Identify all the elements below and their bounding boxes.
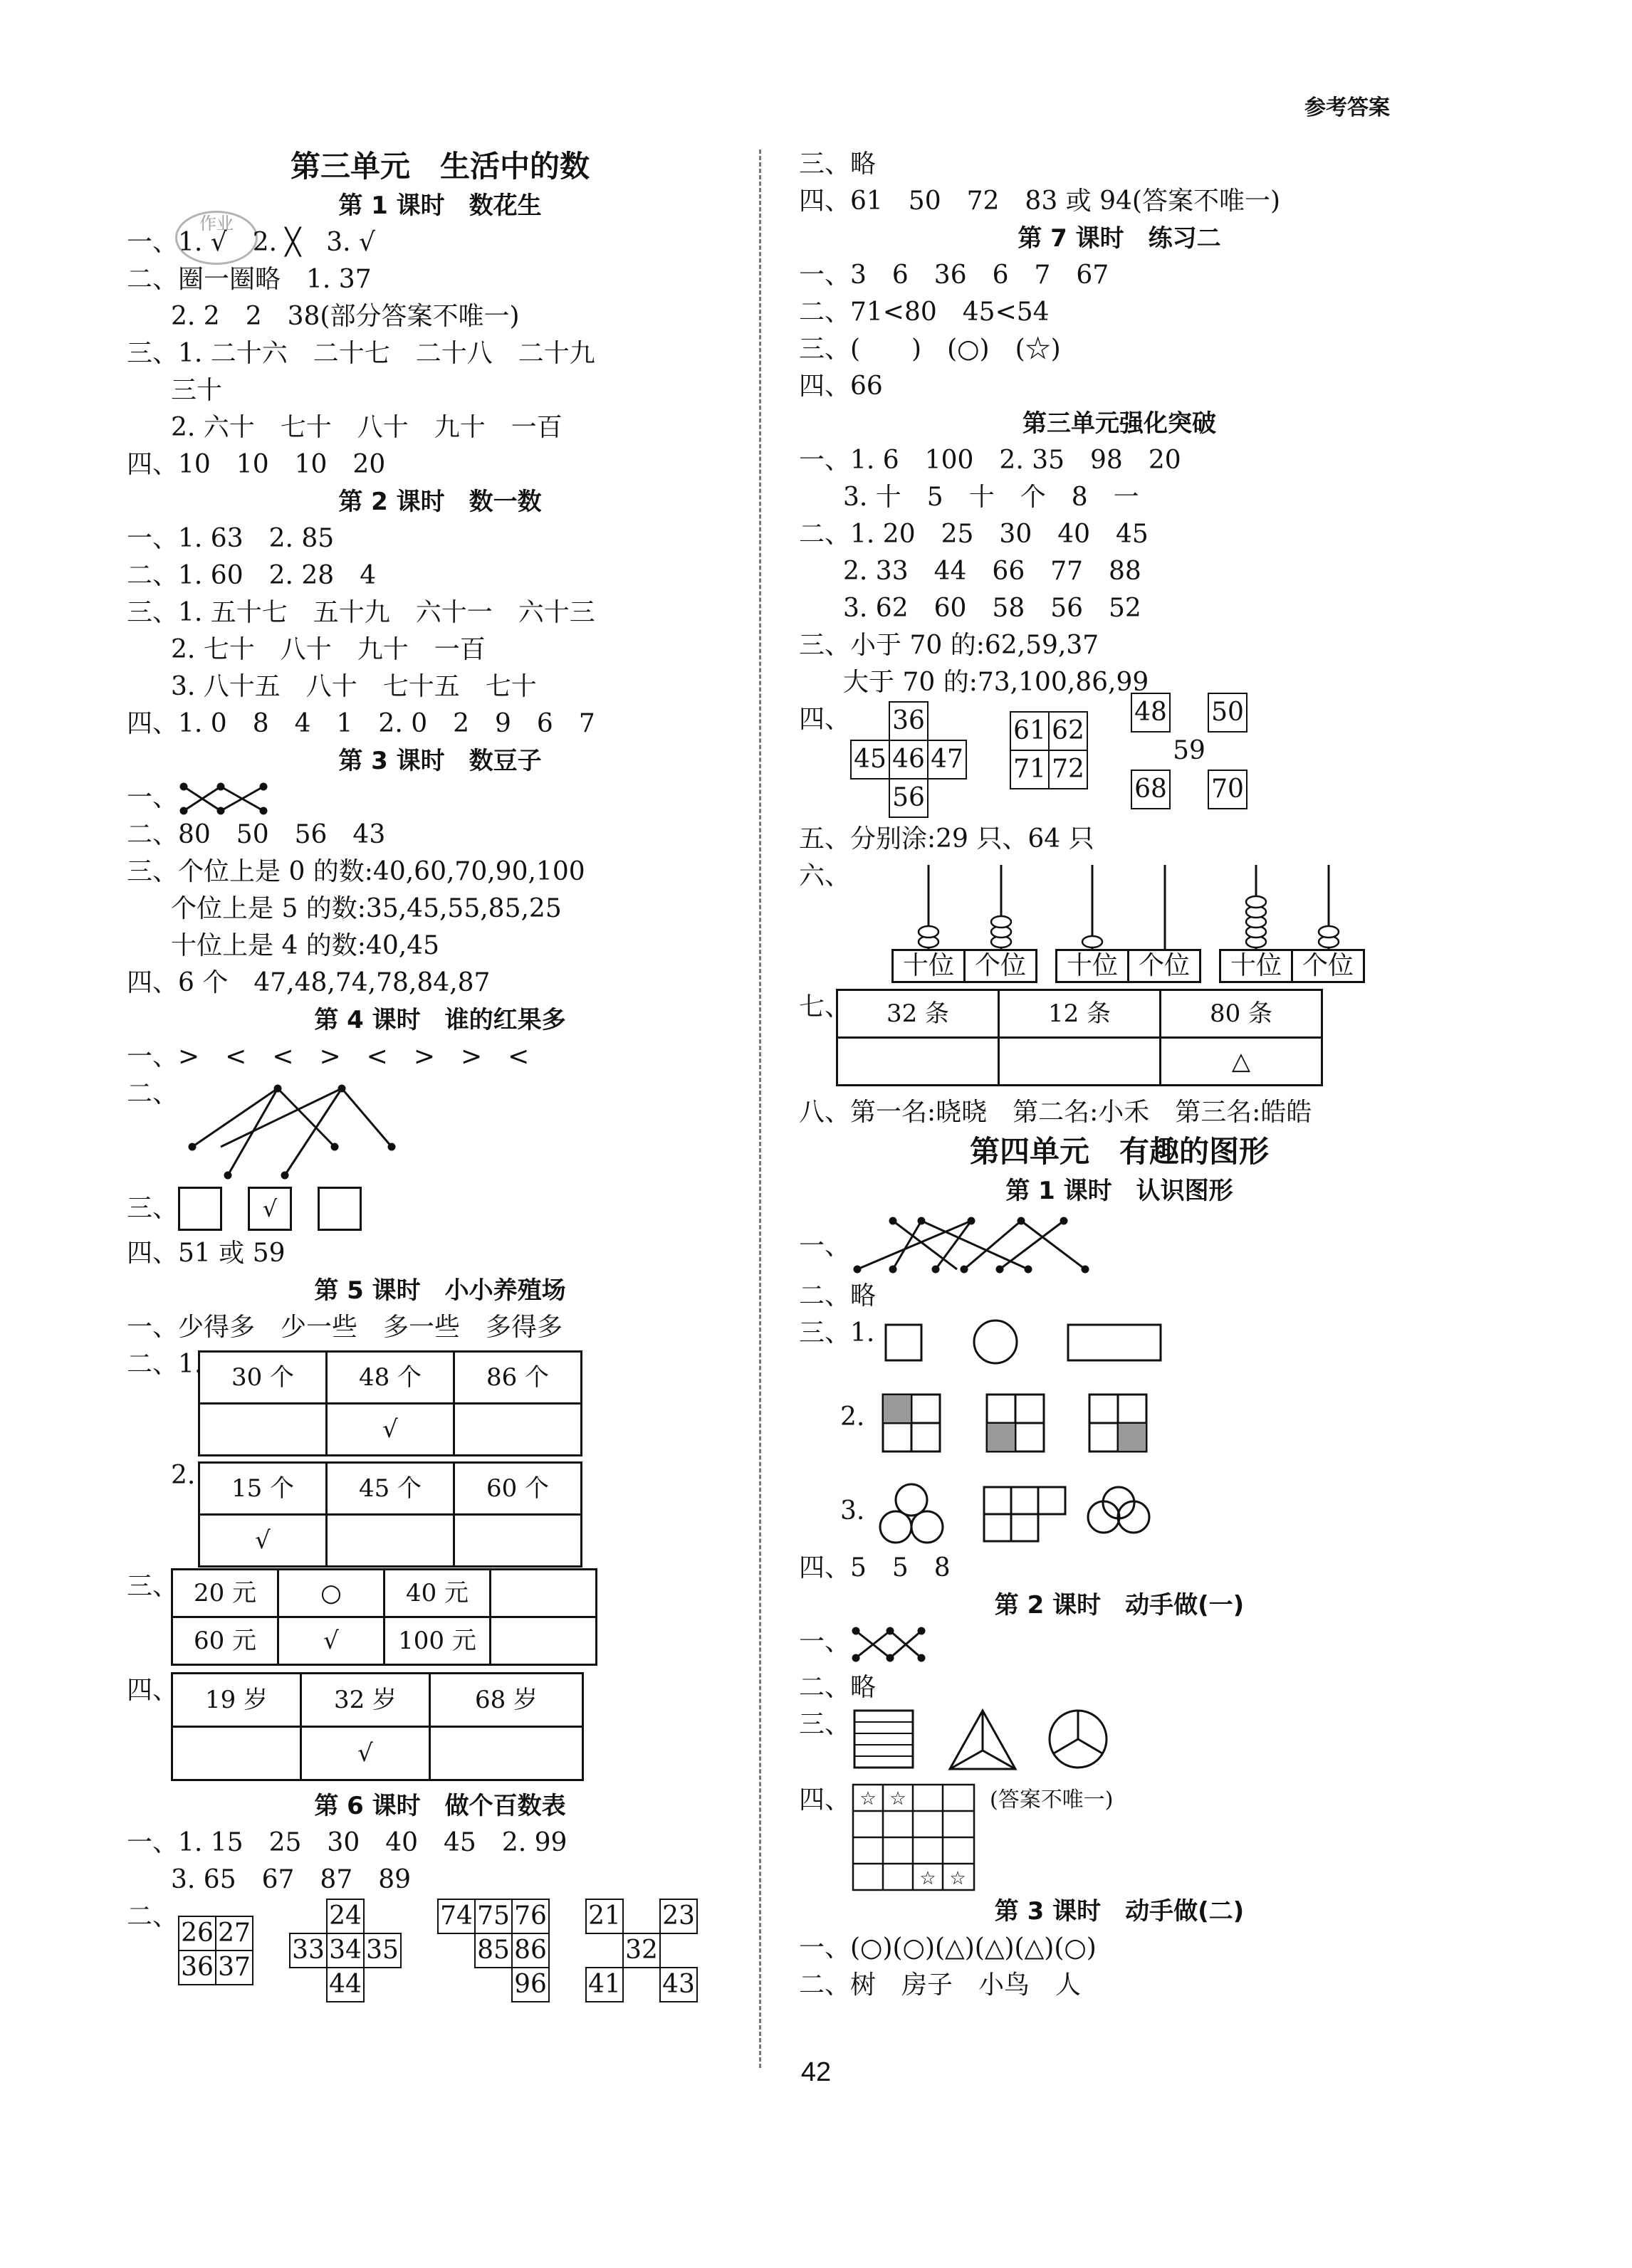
number-grid	[289, 1899, 402, 2002]
number-grid	[1131, 693, 1247, 809]
lesson-title: 第 2 课时 动手做(一)	[994, 1591, 1245, 1619]
matching-lines-diagram	[178, 1076, 463, 1182]
answer-line: 一、1. 6 100 2. 35 98 20	[799, 446, 1181, 475]
number-grid	[850, 701, 967, 818]
question-label: 七、	[799, 992, 851, 1022]
table-cell: 60 个	[454, 1463, 582, 1515]
table-cell: 86 个	[454, 1352, 582, 1404]
grid-cell: 37	[216, 1951, 253, 1985]
table-cell: 15 个	[199, 1463, 327, 1515]
lesson-title: 第 3 课时 动手做(二)	[994, 1897, 1245, 1926]
circle-shape	[974, 1321, 1017, 1363]
abacus-label: 个位	[1293, 949, 1365, 983]
abacus-row	[799, 858, 1440, 985]
table-row	[127, 1568, 753, 1672]
lesson-title: 第三单元强化突破	[1022, 409, 1216, 438]
grid-cell: 43	[660, 1968, 697, 2002]
table-cell	[172, 1727, 301, 1780]
matching-row	[127, 1076, 753, 1182]
number-grid-row	[799, 698, 1440, 821]
grid-cell: 76	[512, 1899, 549, 1933]
left-column	[127, 146, 753, 2005]
star-grid-row	[799, 1782, 1440, 1893]
table-cell	[491, 1617, 597, 1665]
grid-cell: 46	[889, 740, 928, 779]
hundred-chart-row	[127, 1899, 753, 2005]
lesson-title: 第 6 课时 做个百数表	[314, 1792, 566, 1820]
answer-line: 2. 七十 八十 九十 一百	[171, 635, 486, 664]
answer-line: 三十	[171, 376, 223, 405]
answer-line: 2. 2 2 38(部分答案不唯一)	[171, 302, 520, 331]
answer-line: 二、1. 20 25 30 40 45	[799, 520, 1149, 549]
answer-line: 三、1. 二十六 二十七 二十八 二十九	[127, 339, 595, 368]
checkbox-row	[127, 1182, 753, 1235]
table-cell: 20 元	[172, 1570, 278, 1617]
question-label: 2.	[171, 1461, 196, 1490]
number-grid	[178, 1916, 253, 1985]
table-cell: 60 元	[172, 1617, 278, 1665]
answer-table	[171, 1672, 584, 1781]
table-cell: √	[327, 1404, 454, 1456]
question-label: 二、1.	[127, 1350, 203, 1379]
answer-line: 3. 八十五 八十 七十五 七十	[171, 672, 537, 701]
answer-line: 五、分别涂:29 只、64 只	[799, 824, 1094, 854]
grid-cell: 21	[586, 1899, 623, 1933]
lesson-title: 第 7 课时 练习二	[1018, 224, 1221, 253]
grid-cell: 23	[660, 1899, 697, 1933]
table-cell	[454, 1515, 582, 1567]
grid-cell: 32	[623, 1933, 660, 1968]
grid-cell: 68	[1131, 770, 1170, 809]
table-cell: 19 岁	[172, 1674, 301, 1727]
grid-cell: 70	[1208, 770, 1247, 809]
answer-line: 二、树 房子 小鸟 人	[799, 1970, 1082, 2000]
lesson-title: 第 1 课时 数花生	[338, 191, 542, 220]
question-label: 三、	[799, 1710, 851, 1739]
answer-line: 四、6 个 47,48,74,78,84,87	[127, 968, 491, 997]
grid-cell: 36	[889, 702, 928, 740]
answer-line: 一、> < < > < > > <	[127, 1042, 530, 1071]
grid-cell: 27	[216, 1916, 253, 1951]
question-label: 一、	[799, 1627, 851, 1657]
shape-row	[799, 1392, 1440, 1481]
answer-box: √	[248, 1187, 292, 1231]
answer-line: 八、第一名:晓晓 第二名:小禾 第三名:皓皓	[799, 1098, 1312, 1127]
grid-shapes-diagram	[877, 1392, 1233, 1456]
question-label: 3.	[840, 1496, 865, 1526]
question-label: 二、	[127, 1079, 179, 1108]
abacus-label: 十位	[1055, 949, 1129, 983]
abacus-label-row	[1219, 949, 1365, 983]
table-cell: 12 条	[999, 990, 1161, 1038]
question-label: 四、	[799, 1785, 851, 1815]
matching-row	[799, 1209, 1440, 1278]
grid-cell: 86	[512, 1933, 549, 1968]
question-label: 一、	[799, 1232, 851, 1261]
column-divider	[759, 149, 761, 2068]
shape-row	[799, 1481, 1440, 1550]
number-grid	[437, 1899, 550, 2002]
table-cell	[199, 1404, 327, 1456]
lesson-title: 第 2 课时 数一数	[338, 488, 542, 516]
star-grid-diagram	[850, 1782, 985, 1896]
answer-table	[198, 1350, 582, 1456]
answer-line: 二、71<80 45<54	[799, 298, 1050, 327]
grid-cell: 50	[1208, 693, 1247, 732]
watermark-stamp: 作业	[175, 211, 258, 265]
right-column	[799, 146, 1440, 2004]
question-label: 三、	[127, 1194, 179, 1223]
answer-line: 一、1. 63 2. 85	[127, 524, 335, 553]
table-cell	[837, 1038, 999, 1086]
number-grid	[1010, 711, 1088, 789]
table-cell	[999, 1038, 1161, 1086]
grid-cell: 35	[364, 1933, 401, 1968]
star-icon: ☆	[949, 1868, 966, 1889]
answer-line: 三、小于 70 的:62,59,37	[799, 631, 1099, 660]
question-label: 二、	[127, 1902, 179, 1931]
page-number: 42	[800, 2057, 832, 2087]
table-cell	[430, 1727, 583, 1780]
answer-line: 四、66	[799, 372, 883, 401]
grid-cell: 45	[851, 740, 889, 779]
answer-line: 三、个位上是 0 的数:40,60,70,90,100	[127, 857, 585, 886]
answer-line: 2. 33 44 66 77 88	[843, 557, 1141, 586]
answer-box	[178, 1187, 222, 1231]
answer-line: 一、少得多 少一些 多一些 多得多	[127, 1313, 563, 1342]
grid-cell: 72	[1049, 750, 1087, 789]
answer-line: 四、5 5 8	[799, 1553, 951, 1582]
table-cell	[327, 1515, 454, 1567]
abacus-label: 个位	[1129, 949, 1201, 983]
grid-cell: 96	[512, 1968, 549, 2002]
answer-line: 二、略	[799, 1673, 877, 1702]
unit-title: 第三单元 生活中的数	[290, 149, 590, 184]
table-cell: ○	[278, 1570, 385, 1617]
grid-cell: 26	[179, 1916, 216, 1951]
grid-cell: 71	[1010, 750, 1049, 789]
abacus-diagram	[850, 858, 1391, 950]
shape-row	[799, 1706, 1440, 1782]
answer-line: 四、10 10 10 20	[127, 450, 386, 479]
lesson-title: 第 5 课时 小小养殖场	[314, 1276, 566, 1305]
answer-line: 2. 六十 七十 八十 九十 一百	[171, 413, 563, 442]
table-cell: √	[278, 1617, 385, 1665]
answer-line: 三、1. 五十七 五十九 六十一 六十三	[127, 598, 595, 627]
matching-lines-diagram	[178, 779, 285, 817]
rectangle-shape	[1068, 1325, 1161, 1360]
abacus-label: 个位	[966, 949, 1037, 983]
answer-line: 二、圈一圈略 1. 37	[127, 265, 372, 294]
matching-row	[799, 1624, 1440, 1669]
answer-line: 3. 十 5 十 个 8 一	[843, 483, 1139, 512]
star-icon: ☆	[859, 1788, 877, 1810]
shape-row	[799, 1315, 1440, 1392]
table-cell	[454, 1404, 582, 1456]
divided-shapes-diagram	[850, 1706, 1178, 1778]
matching-row	[127, 779, 753, 817]
lesson-title: 第 4 课时 谁的红果多	[314, 1006, 566, 1034]
page-header: 参考答案	[1304, 95, 1390, 120]
answer-line: 个位上是 5 的数:35,45,55,85,25	[171, 894, 562, 923]
matching-lines-diagram	[850, 1209, 1149, 1278]
star-icon: ☆	[919, 1868, 936, 1889]
table-cell: 32 条	[837, 990, 999, 1038]
abacus-group	[850, 858, 1391, 985]
question-label: 2.	[840, 1402, 865, 1432]
answer-line: 大于 70 的:73,100,86,99	[843, 668, 1149, 697]
table-cell: √	[301, 1727, 430, 1780]
number-grid	[585, 1899, 698, 2002]
grid-cell: 44	[327, 1968, 364, 2002]
answer-line: 3. 65 67 87 89	[171, 1865, 412, 1894]
unit-title: 第四单元 有趣的图形	[969, 1134, 1269, 1169]
answer-line: 十位上是 4 的数:40,45	[171, 931, 439, 960]
answer-box	[318, 1187, 362, 1231]
question-label: 三、1.	[799, 1318, 875, 1348]
table-cell: 30 个	[199, 1352, 327, 1404]
answer-line: 二、1. 60 2. 28 4	[127, 561, 377, 590]
question-label: 四、	[799, 705, 851, 734]
grid-cell: 62	[1049, 712, 1087, 750]
answer-line: 四、1. 0 8 4 1 2. 0 2 9 6 7	[127, 709, 595, 738]
answer-line: 二、80 50 56 43	[127, 820, 386, 849]
answer-line: 三、( ) (○) (☆)	[799, 335, 1061, 364]
answer-line: 一、(○)(○)(△)(△)(△)(○)	[799, 1933, 1097, 1963]
grid-cell: 47	[928, 740, 966, 779]
grid-cell: 24	[327, 1899, 364, 1933]
grid-cell: 48	[1131, 693, 1170, 732]
star-icon: ☆	[889, 1788, 906, 1810]
grid-cell: 75	[475, 1899, 512, 1933]
answer-line: 三、略	[799, 149, 877, 179]
grid-cell: 56	[889, 779, 928, 817]
abacus-label: 十位	[1219, 949, 1293, 983]
table-cell: △	[1161, 1038, 1322, 1086]
table-row	[127, 1672, 753, 1787]
grid-cell: 34	[327, 1933, 364, 1968]
grid-cell: 61	[1010, 712, 1049, 750]
table-row	[127, 1457, 753, 1568]
question-label: 三、	[127, 1572, 179, 1601]
table-cell: 48 个	[327, 1352, 454, 1404]
abacus-label-row	[1055, 949, 1201, 983]
table-cell: 40 元	[385, 1570, 491, 1617]
grid-cell: 74	[438, 1899, 475, 1933]
answer-line: 一、1. 15 25 30 40 45 2. 99	[127, 1828, 567, 1857]
lesson-title: 第 1 课时 认识图形	[1005, 1177, 1233, 1205]
table-cell: 45 个	[327, 1463, 454, 1515]
answer-line: 二、略	[799, 1281, 877, 1311]
table-cell: √	[199, 1515, 327, 1567]
abacus-label-row	[891, 949, 1037, 983]
table-cell: 32 岁	[301, 1674, 430, 1727]
answer-table	[171, 1568, 597, 1666]
answer-line: 一、3 6 36 6 7 67	[799, 261, 1109, 290]
square-shape	[886, 1325, 921, 1360]
table-cell: 80 条	[1161, 990, 1322, 1038]
matching-lines-diagram	[850, 1624, 936, 1666]
answer-line: 一、1. √ 2. ╳ 3. √	[127, 228, 375, 257]
answer-line: 四、61 50 72 83 或 94(答案不唯一)	[799, 187, 1281, 216]
answer-line: 3. 62 60 58 56 52	[843, 594, 1141, 623]
question-label: 六、	[799, 861, 851, 891]
shapes-diagram	[877, 1315, 1233, 1372]
table-cell: 68 岁	[430, 1674, 583, 1727]
grid-cell: 59	[1173, 736, 1205, 765]
answer-table	[198, 1461, 582, 1568]
combined-shapes-diagram	[877, 1481, 1233, 1550]
grid-cell: 41	[586, 1968, 623, 2002]
table-cell: 100 元	[385, 1617, 491, 1665]
grid-cell: 85	[475, 1933, 512, 1968]
lesson-title: 第 3 课时 数豆子	[338, 747, 542, 775]
answer-table	[836, 989, 1323, 1086]
grid-cell: 36	[179, 1951, 216, 1985]
table-row	[799, 989, 1440, 1094]
question-label: 一、	[127, 783, 179, 812]
grid-cell: 33	[290, 1933, 327, 1968]
abacus-label: 十位	[891, 949, 966, 983]
question-label: 四、	[127, 1676, 179, 1705]
answer-line: 四、51 或 59	[127, 1239, 286, 1268]
table-row	[127, 1346, 753, 1457]
answer-note: (答案不唯一)	[990, 1787, 1114, 1812]
table-cell	[491, 1570, 597, 1617]
